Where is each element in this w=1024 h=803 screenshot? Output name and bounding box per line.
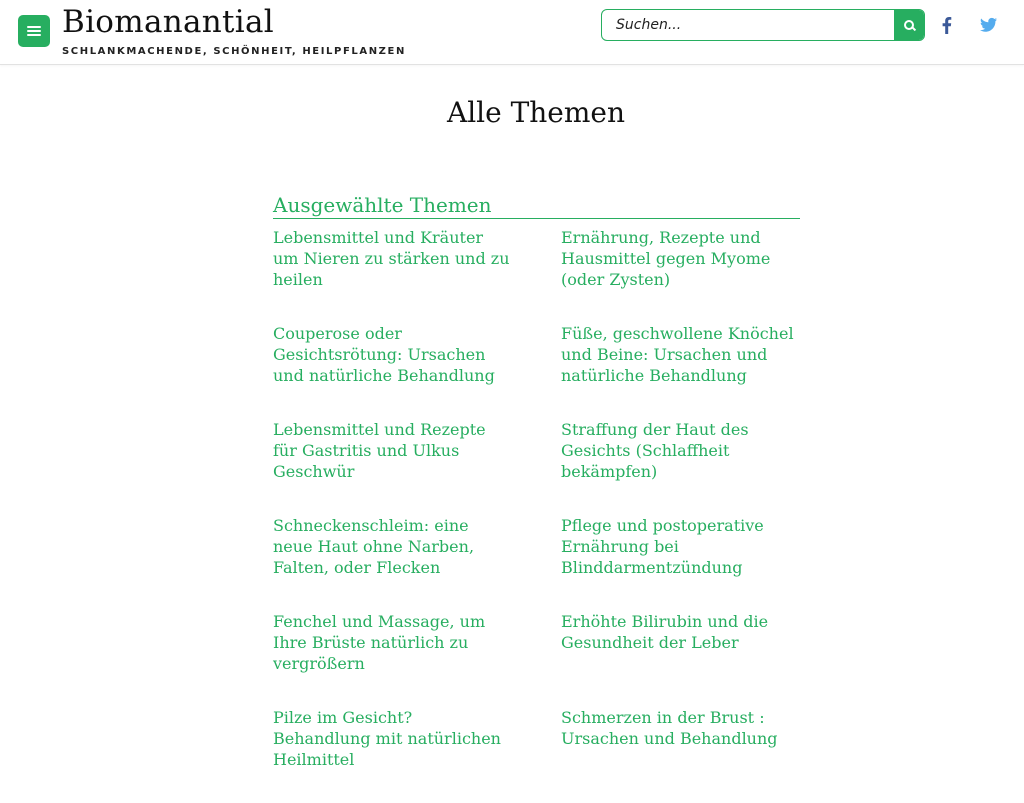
topic-link[interactable]: Couperose oder Gesichtsrötung: Ursachen und natürliche Behandlung [273, 324, 495, 385]
topic-link[interactable]: Lebensmittel und Kräuter um Nieren zu stärken und zu heilen [273, 228, 510, 289]
featured-topics-section [273, 192, 800, 803]
topic-link[interactable]: Füße, geschwollene Knöchel und Beine: Ursachen und natürliche Behandlung [561, 324, 794, 385]
section-title: Ausgewählte Themen [273, 192, 800, 219]
topic-link[interactable]: Erhöhte Bilirubin und die Gesundheit der Leber [561, 612, 769, 652]
page-title: Alle Themen [446, 96, 626, 129]
menu-button[interactable] [18, 15, 50, 47]
topic-link[interactable]: Pilze im Gesicht? Behandlung mit natürlichen Heilmittel [273, 708, 501, 769]
topic-link[interactable]: Pflege und postoperative Ernährung bei Blinddarmentzündung [561, 516, 764, 577]
topic-link[interactable]: Schneckenschleim: eine neue Haut ohne Narben, Falten, oder Flecken [273, 516, 475, 577]
facebook-icon [934, 12, 960, 38]
site-header [0, 0, 1024, 65]
menu-icon [27, 26, 41, 28]
twitter-link[interactable] [975, 12, 1001, 38]
twitter-icon [975, 12, 1001, 38]
facebook-link[interactable] [934, 12, 960, 38]
search-form [601, 9, 925, 41]
search-input[interactable] [602, 10, 880, 40]
search-button[interactable] [894, 10, 924, 40]
topic-link[interactable]: Fenchel und Massage, um Ihre Brüste natürlich zu vergrößern [273, 612, 486, 673]
topic-link[interactable]: Schmerzen in der Brust : Ursachen und Behandlung [561, 708, 778, 748]
topics-grid [273, 227, 800, 803]
topic-link[interactable]: Ernährung, Rezepte und Hausmittel gegen Myome (oder Zysten) [561, 228, 771, 289]
site-title[interactable]: Biomanantial [62, 4, 275, 40]
site-tagline: SCHLANKMACHENDE, SCHÖNHEIT, HEILPFLANZEN [62, 46, 406, 57]
topic-link[interactable]: Lebensmittel und Rezepte für Gastritis und Ulkus Geschwür [273, 420, 486, 481]
topic-link[interactable]: Straffung der Haut des Gesichts (Schlaffheit bekämpfen) [561, 420, 749, 481]
